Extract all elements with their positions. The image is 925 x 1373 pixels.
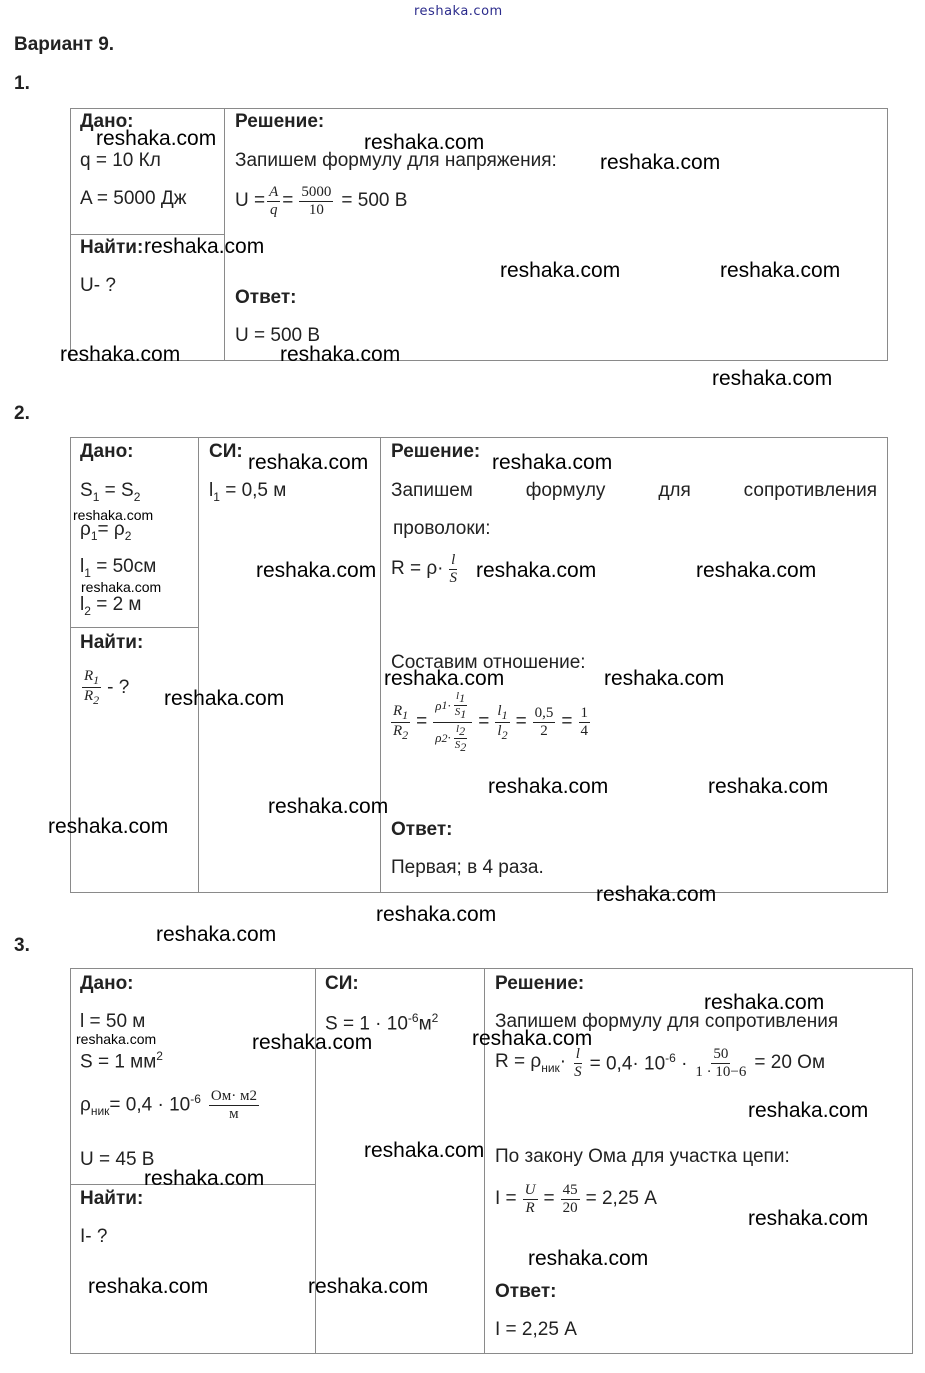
watermark: reshaka.com [600,151,721,174]
watermark: reshaka.com [596,883,717,906]
p1-given-header: Дано: [80,111,134,132]
watermark: reshaka.com [73,507,154,523]
watermark: reshaka.com [488,775,609,798]
p3-find-header: Найти: [80,1188,144,1209]
p3-find: I- ? [80,1226,108,1247]
p2-find: $\frac{R_1}{R_2}$ - ? [84,668,130,708]
watermark: reshaka.com [748,1099,869,1122]
watermark: reshaka.com [268,795,389,818]
watermark: reshaka.com [88,1275,209,1298]
site-header[interactable]: reshaka.com [414,4,503,19]
watermark: reshaka.com [476,559,597,582]
p2-solution-text-1: Запишем формулу для сопротивления [391,480,877,501]
watermark: reshaka.com [156,923,277,946]
watermark: reshaka.com [500,259,621,282]
p2-solution-text-2: проволоки: [393,518,491,539]
watermark: reshaka.com [712,367,833,390]
p3-answer: I = 2,25 А [495,1319,577,1340]
p2-si: $l_1 = 0,5$ м [209,480,287,504]
watermark: reshaka.com [720,259,841,282]
p3-solution-text: Запишем формулу для сопротивления [495,1011,839,1032]
watermark: reshaka.com [76,1031,157,1047]
watermark: reshaka.com [256,559,377,582]
p3-ohm-text: По закону Ома для участка цепи: [495,1146,790,1167]
watermark: reshaka.com [376,903,497,926]
watermark: reshaka.com [164,687,285,710]
p3-solution-header: Решение: [495,973,585,994]
watermark: reshaka.com [248,451,369,474]
p3-current-formula: I = $\frac{U}{R}$ = $\frac{45}{20}$ = 2,25 А [495,1182,657,1216]
watermark: reshaka.com [748,1207,869,1230]
p2-answer-header: Ответ: [391,819,453,840]
p3-given-s: S = 1 $мм^2$ [80,1049,163,1073]
watermark: reshaka.com [96,127,217,150]
watermark: reshaka.com [492,451,613,474]
p2-given-s: $S_1 = S_2$ [80,480,141,504]
p2-ratio-formula: $\frac{R_1}{R_2}$ = ρ 1 · $\frac{l_1}{S_1}$ ρ 2 · $\frac{l_2}{S_2}$ = $\frac{l_1}{l_2}$ = $\frac{0,5}{2}$ = $\frac{1}{4}$ [393,690,589,755]
watermark: reshaka.com [472,1027,593,1050]
p2-find-header: Найти: [80,632,144,653]
p1-given-q: q = 10 Кл [80,150,161,171]
watermark: reshaka.com [364,1139,485,1162]
watermark: reshaka.com [252,1031,373,1054]
watermark: reshaka.com [696,559,817,582]
watermark: reshaka.com [384,667,505,690]
p1-find-header: Найти: [80,237,144,258]
p2-si-header: СИ: [209,441,243,462]
p3-answer-header: Ответ: [495,1281,557,1302]
p1-given-a: A = 5000 Дж [80,188,187,209]
watermark: reshaka.com [708,775,829,798]
problem-1-number: 1. [14,73,30,94]
p3-given-u: U = 45 В [80,1149,155,1170]
p3-given-rho: $\rho_{ник}= 0,4 \cdot 10^{-6}$ $\frac{Ом\cdot м2}{м}$ [80,1088,257,1122]
problem-2-number: 2. [14,403,30,424]
p3-given-l: l = 50 м [80,1011,146,1032]
p1-solution-text: Запишем формулу для напряжения: [235,150,557,171]
p2-ratio-text: Составим отношение: [391,652,586,673]
p3-given-header: Дано: [80,973,134,994]
p2-solution-header: Решение: [391,441,481,462]
watermark: reshaka.com [280,343,401,366]
problem-3-number: 3. [14,935,30,956]
p2-given-l1: $l_1 = 50см$ [80,556,157,580]
p1-solution-header: Решение: [235,111,325,132]
watermark: reshaka.com [144,1167,265,1190]
p3-si: $S = 1 \cdot 10^{-6}м^2$ [325,1011,439,1035]
watermark: reshaka.com [144,235,265,258]
p1-answer-header: Ответ: [235,287,297,308]
watermark: reshaka.com [704,991,825,1014]
p1-find: U- ? [80,275,116,296]
p3-formula-r: $R = \rho_{ник}\cdot$ $\frac{l}{S}$ = $0,4\cdot 10^{-6}$ · $\frac{50}{1 \cdot 10-6}$ = 20 Ом [495,1046,826,1080]
variant-title: Вариант 9. [14,34,115,55]
p2-given-rho: $\rho_1= \rho_2$ [80,519,132,543]
watermark: reshaka.com [308,1275,429,1298]
p2-formula-r: R = ρ· $\frac{l}{S}$ [391,552,458,586]
watermark: reshaka.com [81,579,162,595]
watermark: reshaka.com [604,667,725,690]
p1-answer: U = 500 В [235,325,321,346]
p1-formula: U = $\frac{A}{q}$ = $\frac{5000}{10}$ = 500 В [235,184,408,218]
p3-si-header: СИ: [325,973,359,994]
p2-given-l2: $l_2 = 2$ м [80,594,142,618]
watermark: reshaka.com [48,815,169,838]
watermark: reshaka.com [364,131,485,154]
p2-given-header: Дано: [80,441,134,462]
p2-answer: Первая; в 4 раза. [391,857,544,878]
watermark: reshaka.com [60,343,181,366]
watermark: reshaka.com [528,1247,649,1270]
